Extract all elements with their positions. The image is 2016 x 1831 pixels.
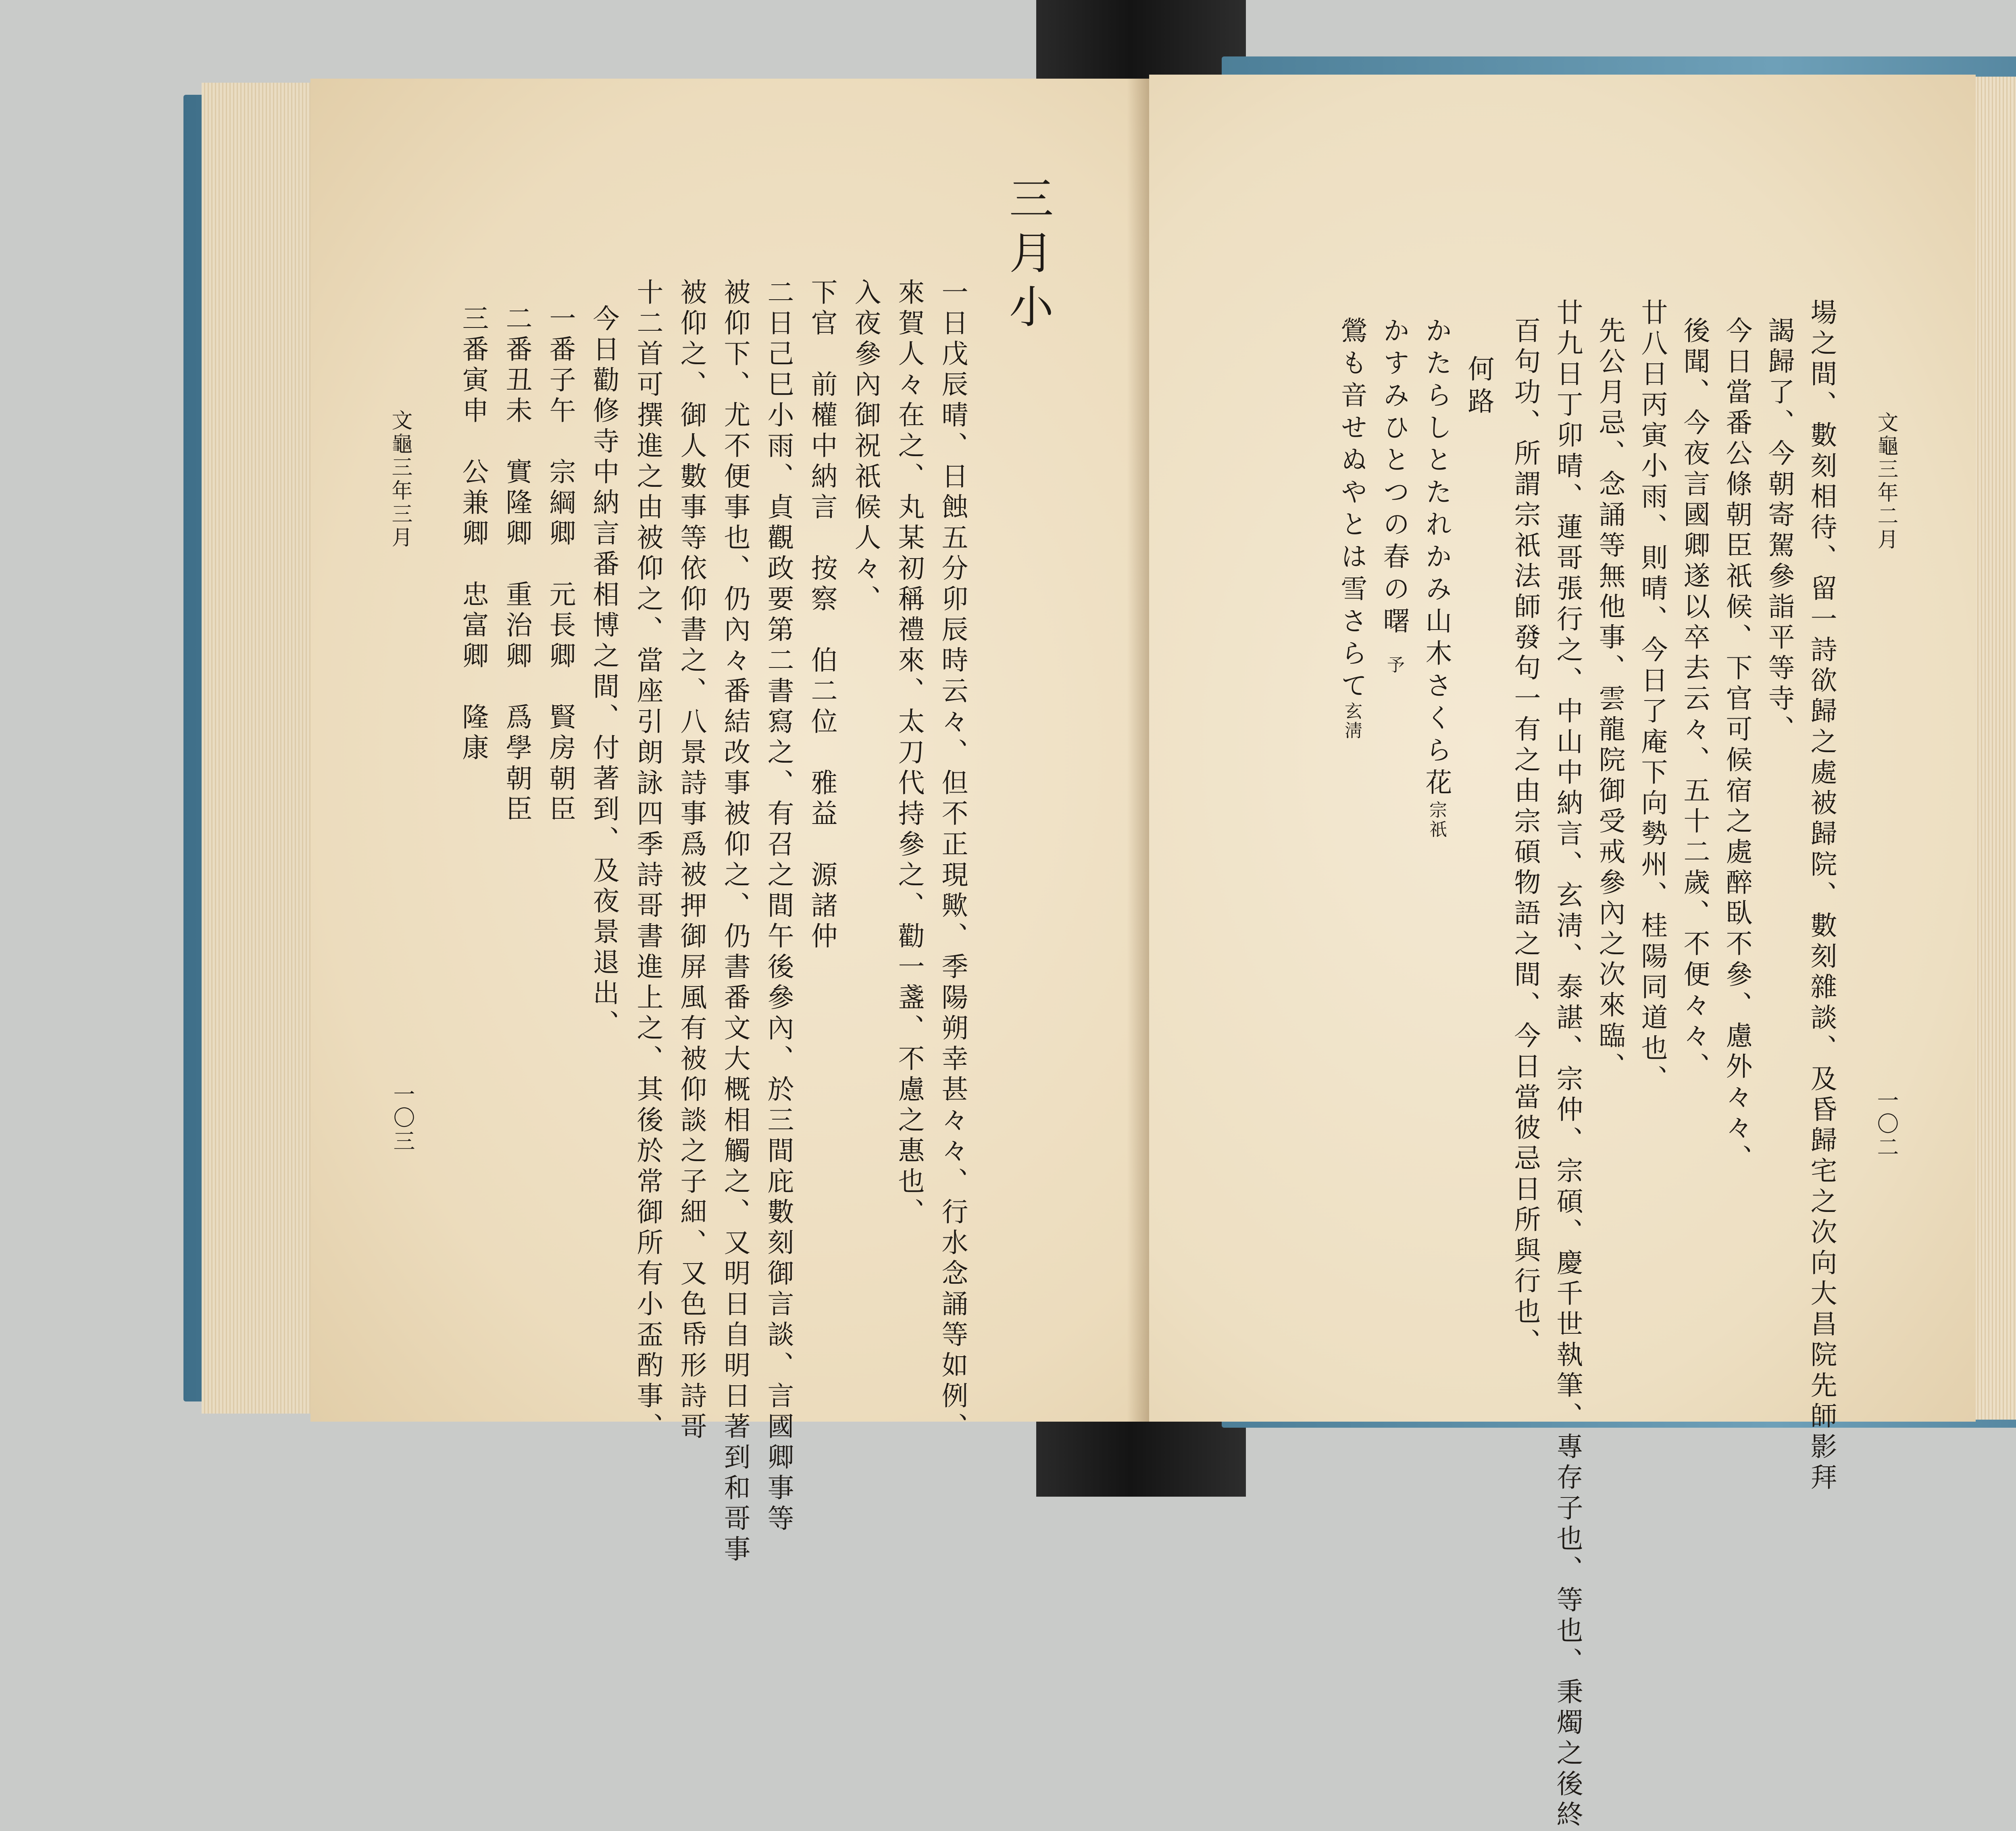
poem-author: 玄淸 <box>1341 702 1362 740</box>
poem-label: 何路 <box>1463 355 1494 419</box>
text-column: 二番丑未 實隆卿 重治卿 爲學朝臣 <box>501 304 532 826</box>
text-column: 廿九日丁卯晴、蓮哥張行之、中山中納言、玄淸、泰諶、宗仲、宗碩、慶千世執筆、專存子也、等也、秉燭之後終 <box>1552 298 1583 1831</box>
text-column: 十二首可撰進之由被仰之、當座引朗詠四季詩哥書進上之、其後於常御所有小盃酌事、 <box>632 278 663 1443</box>
text-column: 今日勸修寺中納言番相博之間、付著到、及夜景退出、 <box>588 304 619 1040</box>
text-column: 下官 前權中納言 按察 伯二位 雅益 源諸仲 <box>806 278 837 953</box>
text-column: 來賀人々在之、丸某初稱禮來、太刀代持參之、勸一盞、不慮之惠也、 <box>893 278 925 1228</box>
running-head: 文龜三年三月 <box>388 409 412 550</box>
text-column: 被仰之、御人數事等依仰書之、八景詩事爲被押御屏風有被仰談之子細、又色帋形詩哥 <box>676 278 707 1443</box>
text-column: 三番寅申 公兼卿 忠富卿 隆康 <box>458 304 489 764</box>
text-column: 一日戊辰晴、日蝕五分卯辰時云々、但不正現歟、季陽朔幸甚々々、行水念誦等如例、 <box>937 278 968 1443</box>
right-page <box>1149 75 1976 1831</box>
text-column: 被仰下、尤不便事也、仍內々番結改事被仰之、仍書番文大概相觸之、又明日自明日著到和哥事 <box>719 278 750 1566</box>
left-page <box>310 79 1149 1566</box>
page-number: 一〇二 <box>1874 1089 1899 1159</box>
text-column: 入夜參內御祝祇候人々、 <box>850 278 881 615</box>
chapter-title: 三月小 <box>1002 175 1054 338</box>
text-column: 謁歸了、今朝寄駕參詣平等寺、 <box>1764 317 1795 746</box>
text-column: 場之間、數刻相待、留一詩欲歸之處被歸院、數刻雜談、及昏歸宅之次向大昌院先師影拜 <box>1806 298 1837 1494</box>
text-column: 百句功、所謂宗祇法師發句一有之由宗碩物語之間、今日當彼忌日所與行也、 <box>1510 317 1541 1359</box>
text-column: 今日當番公條朝臣祇候、下官可候宿之處醉臥不參、慮外々々、 <box>1721 317 1752 1175</box>
running-head: 文龜三年二月 <box>1874 411 1898 552</box>
text-column: 廿八日丙寅小雨、則晴、今日了庵下向勢州、桂陽同道也、 <box>1637 298 1668 1095</box>
text-column: 一番子午 宗綱卿 元長卿 賢房朝臣 <box>545 304 576 826</box>
poem-line: 鶯も音せぬやとは雪さらて <box>1336 317 1367 704</box>
poem-author: 予 <box>1384 655 1404 675</box>
text-column: 二日己巳小雨、貞觀政要第二書寫之、有召之間午後參內、於三間庇數刻御言談、言國卿事等 <box>763 278 794 1535</box>
poem-line: かたらしとたれかみ山木さくら花 <box>1421 317 1452 801</box>
poem-line: かすみひとつの春の曙 <box>1379 317 1410 639</box>
text-column: 後聞、今夜言國卿遂以卒去云々、五十二歲、不便々々、 <box>1679 317 1710 1083</box>
poem-author: 宗祇 <box>1426 801 1447 839</box>
page-number: 一〇三 <box>390 1083 415 1153</box>
text-column: 先公月忌、念誦等無他事、雲龍院御受戒參內之次來臨、 <box>1594 317 1625 1083</box>
